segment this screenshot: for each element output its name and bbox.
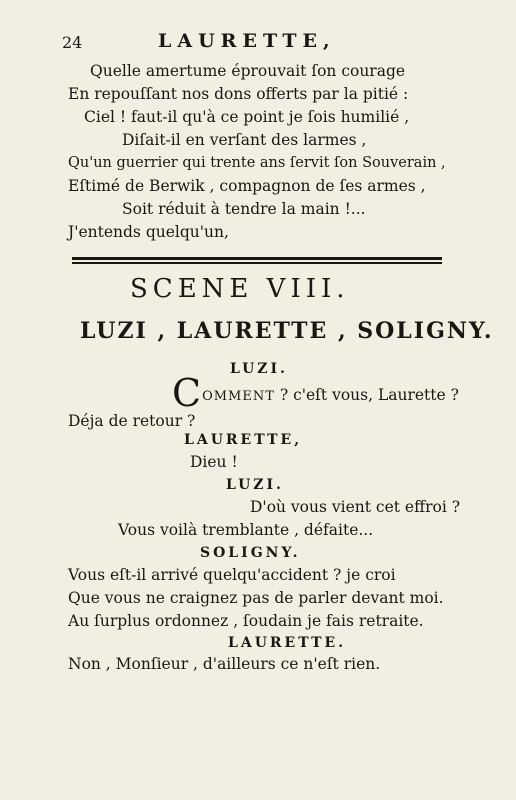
dialogue-line: D'où vous vient cet effroi ? bbox=[250, 498, 461, 516]
divider-rule bbox=[72, 257, 442, 260]
speaker-name: LUZI. bbox=[226, 477, 284, 493]
scene-title: SCENE VIII. bbox=[130, 274, 350, 304]
page-number: 24 bbox=[62, 33, 83, 52]
drop-cap: C bbox=[172, 371, 202, 415]
verse-line: Qu'un guerrier qui trente ans ſervit ſon Souverain , bbox=[68, 155, 446, 171]
verse-line: Ciel ! faut-il qu'à ce point je ſois humilié , bbox=[84, 108, 410, 126]
verse-line: J'entends quelqu'un, bbox=[68, 223, 229, 241]
small-caps-word: OMMENT bbox=[202, 389, 275, 404]
dialogue-line: Que vous ne craignez pas de parler devant moi. bbox=[68, 589, 444, 607]
speaker-name: SOLIGNY. bbox=[200, 545, 301, 561]
dialogue-line: Au ſurplus ordonnez , ſoudain je fais retraite. bbox=[68, 612, 424, 630]
dialogue-line: Non , Monſieur , d'ailleurs ce n'eſt rien. bbox=[68, 655, 381, 673]
speaker-name: LAURETTE, bbox=[184, 432, 303, 448]
dialogue-line: Dieu ! bbox=[190, 453, 238, 471]
speaker-name: LAURETTE. bbox=[228, 635, 347, 651]
dialogue-text: ? c'eſt vous, Laurette ? bbox=[274, 386, 459, 404]
dialogue-line: Vous eſt-il arrivé quelqu'accident ? je croi bbox=[68, 566, 396, 584]
verse-line: Quelle amertume éprouvait ſon courage bbox=[90, 62, 406, 80]
dialogue-line: Vous voilà tremblante , défaite... bbox=[118, 521, 374, 539]
scene-cast: LUZI , LAURETTE , SOLIGNY. bbox=[80, 318, 494, 344]
verse-line: En repouſſant nos dons offerts par la pitié : bbox=[68, 85, 409, 103]
dialogue-line: Déja de retour ? bbox=[68, 412, 196, 430]
running-title: LAURETTE, bbox=[158, 30, 336, 52]
verse-line: Diſait-il en verſant des larmes , bbox=[122, 131, 367, 149]
verse-line: Soit réduit à tendre la main !... bbox=[122, 200, 366, 218]
verse-line: Eſtimé de Berwik , compagnon de ſes armes , bbox=[68, 177, 426, 195]
speaker-name: LUZI. bbox=[230, 361, 288, 377]
divider-rule bbox=[72, 262, 442, 264]
dialogue-line bbox=[172, 371, 459, 415]
